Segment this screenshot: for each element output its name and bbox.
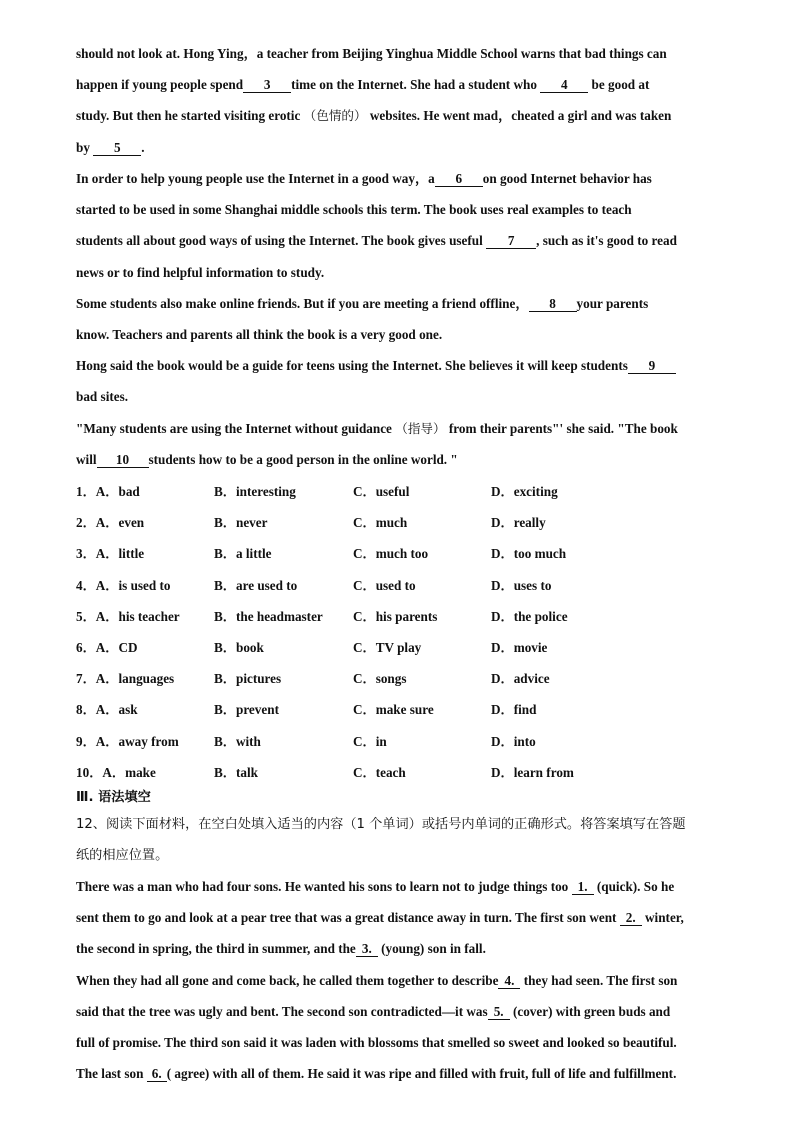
option-row — [76, 757, 716, 788]
passage-line — [76, 965, 726, 996]
option-b[interactable]: B．with — [214, 733, 261, 749]
text: should not look at. Hong Ying，a teacher from Beijing Yinghua Middle School warns that bad things can — [76, 46, 667, 61]
section-heading: Ⅲ. 语法填空 — [76, 790, 151, 805]
passage-line — [76, 350, 726, 381]
blank-6[interactable]: 6. — [147, 1066, 167, 1082]
text: bad sites. — [76, 389, 129, 405]
passage-line — [76, 413, 726, 444]
option-row — [76, 663, 716, 694]
text: your parents — [576, 296, 649, 311]
text: (cover) with green buds and — [509, 1003, 671, 1019]
text: The last son — [76, 1066, 147, 1082]
instruction-line: 12、阅读下面材料，在空白处填入适当的内容（1 个单词）或括号内单词的正确形式。将答案填写在答题 — [76, 817, 686, 832]
text: ( agree) with all of them. He said it was ripe and filled with fruit, full of life and fulfillment. — [166, 1066, 677, 1082]
option-row — [76, 476, 716, 507]
option-b[interactable]: B．talk — [214, 764, 258, 780]
text: When they had all gone and come back, he called them together to describe — [76, 972, 499, 988]
option-a[interactable]: 2．A．even — [76, 515, 145, 531]
passage-line — [76, 871, 726, 902]
question-12-instructions — [76, 809, 722, 871]
blank-4[interactable]: 4 — [540, 77, 588, 93]
option-a[interactable]: 3．A．little — [76, 546, 145, 562]
text: be good at — [588, 77, 650, 93]
option-d[interactable]: D．the police — [491, 608, 568, 624]
grammar-passage — [76, 871, 726, 1089]
text: winter, — [641, 910, 684, 926]
option-d[interactable]: D．learn from — [491, 764, 574, 780]
passage-line — [76, 381, 726, 412]
option-a[interactable]: 10．A．make — [76, 764, 156, 780]
passage-line — [76, 288, 726, 319]
chinese-gloss: （色情的） — [303, 108, 367, 124]
text: news or to find helpful information to study. — [76, 264, 325, 280]
passage-line — [76, 100, 726, 131]
option-c[interactable]: C．his parents — [353, 608, 438, 624]
text: In order to help young people use the Internet in a good way，a — [76, 171, 435, 186]
text: . — [141, 139, 145, 155]
option-a[interactable]: 6．A．CD — [76, 639, 138, 655]
option-c[interactable]: C．used to — [353, 577, 416, 593]
option-b[interactable]: B．prevent — [214, 702, 279, 718]
option-b[interactable]: B．pictures — [214, 671, 282, 687]
option-a[interactable]: 8．A．ask — [76, 702, 138, 718]
option-b[interactable]: B．a little — [214, 546, 272, 562]
blank-6[interactable]: 6 — [435, 171, 483, 187]
option-a[interactable]: 4．A．is used to — [76, 577, 171, 593]
text: said that the tree was ugly and bent. The second son contradicted—it was — [76, 1003, 488, 1019]
text: from their parents"' she said. "The book — [445, 421, 678, 436]
passage-line — [76, 1027, 726, 1058]
option-d[interactable]: D．too much — [491, 546, 567, 562]
text: they had seen. The first son — [520, 972, 678, 988]
option-b[interactable]: B．never — [214, 515, 268, 531]
answer-options — [76, 476, 716, 788]
option-a[interactable]: 1．A．bad — [76, 484, 140, 499]
text: (quick). So he — [593, 879, 675, 894]
text: websites. He went mad，cheated a girl and was taken — [366, 108, 672, 124]
option-a[interactable]: 9．A．away from — [76, 733, 179, 749]
option-a[interactable]: 7．A．languages — [76, 671, 175, 687]
text: students how to be a good person in the online world. " — [148, 452, 458, 468]
chinese-gloss: （指导） — [395, 421, 446, 436]
passage-paragraph-2 — [76, 163, 726, 288]
text: Hong said the book would be a guide for teens using the Internet. She believes it will keep students — [76, 358, 628, 373]
passage-line — [76, 132, 726, 163]
option-row — [76, 726, 716, 757]
instruction-line: 纸的相应位置。 — [76, 848, 169, 863]
option-d[interactable]: D．advice — [491, 671, 550, 687]
text: happen if young people spend — [76, 77, 244, 93]
option-d[interactable]: D．uses to — [491, 577, 552, 593]
option-d[interactable]: D．exciting — [491, 484, 558, 499]
blank-8[interactable]: 8 — [529, 296, 577, 312]
option-c[interactable]: C．songs — [353, 671, 407, 687]
option-row — [76, 601, 716, 632]
text: There was a man who had four sons. He wanted his sons to learn not to judge things too — [76, 879, 572, 894]
passage-line — [76, 1058, 726, 1089]
option-d[interactable]: D．find — [491, 702, 537, 718]
blank-7[interactable]: 7 — [486, 233, 536, 249]
text: time on the Internet. She had a student who — [291, 77, 541, 93]
passage-line — [76, 69, 726, 100]
option-c[interactable]: C．much too — [353, 546, 429, 562]
text: sent them to go and look at a pear tree that was a great distance away in turn. The first son went — [76, 910, 620, 926]
option-row — [76, 632, 716, 663]
option-a[interactable]: 5．A．his teacher — [76, 608, 180, 624]
option-c[interactable]: C．much — [353, 515, 408, 531]
option-b[interactable]: B．the headmaster — [214, 608, 323, 624]
option-d[interactable]: D．movie — [491, 639, 548, 655]
blank-3[interactable]: 3 — [243, 77, 291, 93]
passage-paragraph-3 — [76, 288, 726, 350]
text: Some students also make online friends. But if you are meeting a friend offline， — [76, 296, 529, 311]
option-c[interactable]: C．TV play — [353, 639, 422, 655]
option-c[interactable]: C．in — [353, 733, 387, 749]
passage-line — [76, 933, 726, 964]
option-row — [76, 694, 716, 725]
option-b[interactable]: B．interesting — [214, 484, 296, 499]
passage-line — [76, 996, 726, 1027]
text: (young) son in fall. — [377, 941, 486, 957]
blank-1[interactable]: 1. — [572, 879, 594, 895]
option-b[interactable]: B．book — [214, 639, 264, 655]
option-b[interactable]: B．are used to — [214, 577, 298, 593]
passage-line — [76, 444, 726, 475]
text: students all about good ways of using the Internet. The book gives useful — [76, 233, 487, 249]
option-c[interactable]: C．useful — [353, 484, 410, 499]
option-row — [76, 507, 716, 538]
blank-4[interactable]: 4. — [498, 973, 520, 989]
text: the second in spring, the third in summer, and the — [76, 941, 356, 957]
passage-line — [76, 163, 726, 194]
passage-paragraph-1 — [76, 38, 726, 163]
text: by — [76, 139, 94, 155]
blank-2[interactable]: 2. — [620, 910, 642, 926]
passage-paragraph-4 — [76, 350, 726, 412]
passage-line — [76, 257, 726, 288]
passage-line — [76, 225, 726, 256]
text: full of promise. The third son said it was laden with blossoms that smelled so sweet and looked so beautiful. — [76, 1034, 677, 1050]
passage-line — [76, 319, 726, 350]
option-c[interactable]: C．teach — [353, 764, 406, 780]
text: started to be used in some Shanghai middle schools this term. The book uses real examples to teach — [76, 202, 632, 218]
passage-line — [76, 902, 726, 933]
blank-9[interactable]: 9 — [628, 358, 676, 374]
option-d[interactable]: D．really — [491, 515, 546, 531]
text: will — [76, 452, 97, 468]
option-row — [76, 538, 716, 569]
option-d[interactable]: D．into — [491, 733, 536, 749]
text: , such as it's good to read — [536, 233, 677, 249]
option-row — [76, 570, 716, 601]
passage-paragraph-5 — [76, 413, 726, 475]
blank-5[interactable]: 5. — [488, 1004, 510, 1020]
blank-5[interactable]: 5 — [93, 140, 141, 156]
blank-3[interactable]: 3. — [356, 941, 378, 957]
text: study. But then he started visiting erotic — [76, 108, 304, 124]
text: on good Internet behavior has — [482, 171, 652, 186]
blank-10[interactable]: 10 — [97, 452, 149, 468]
passage-line — [76, 38, 726, 69]
text: know. Teachers and parents all think the book is a very good one. — [76, 327, 443, 343]
text: "Many students are using the Internet without guidance — [76, 421, 396, 436]
option-c[interactable]: C．make sure — [353, 702, 434, 718]
passage-line — [76, 194, 726, 225]
